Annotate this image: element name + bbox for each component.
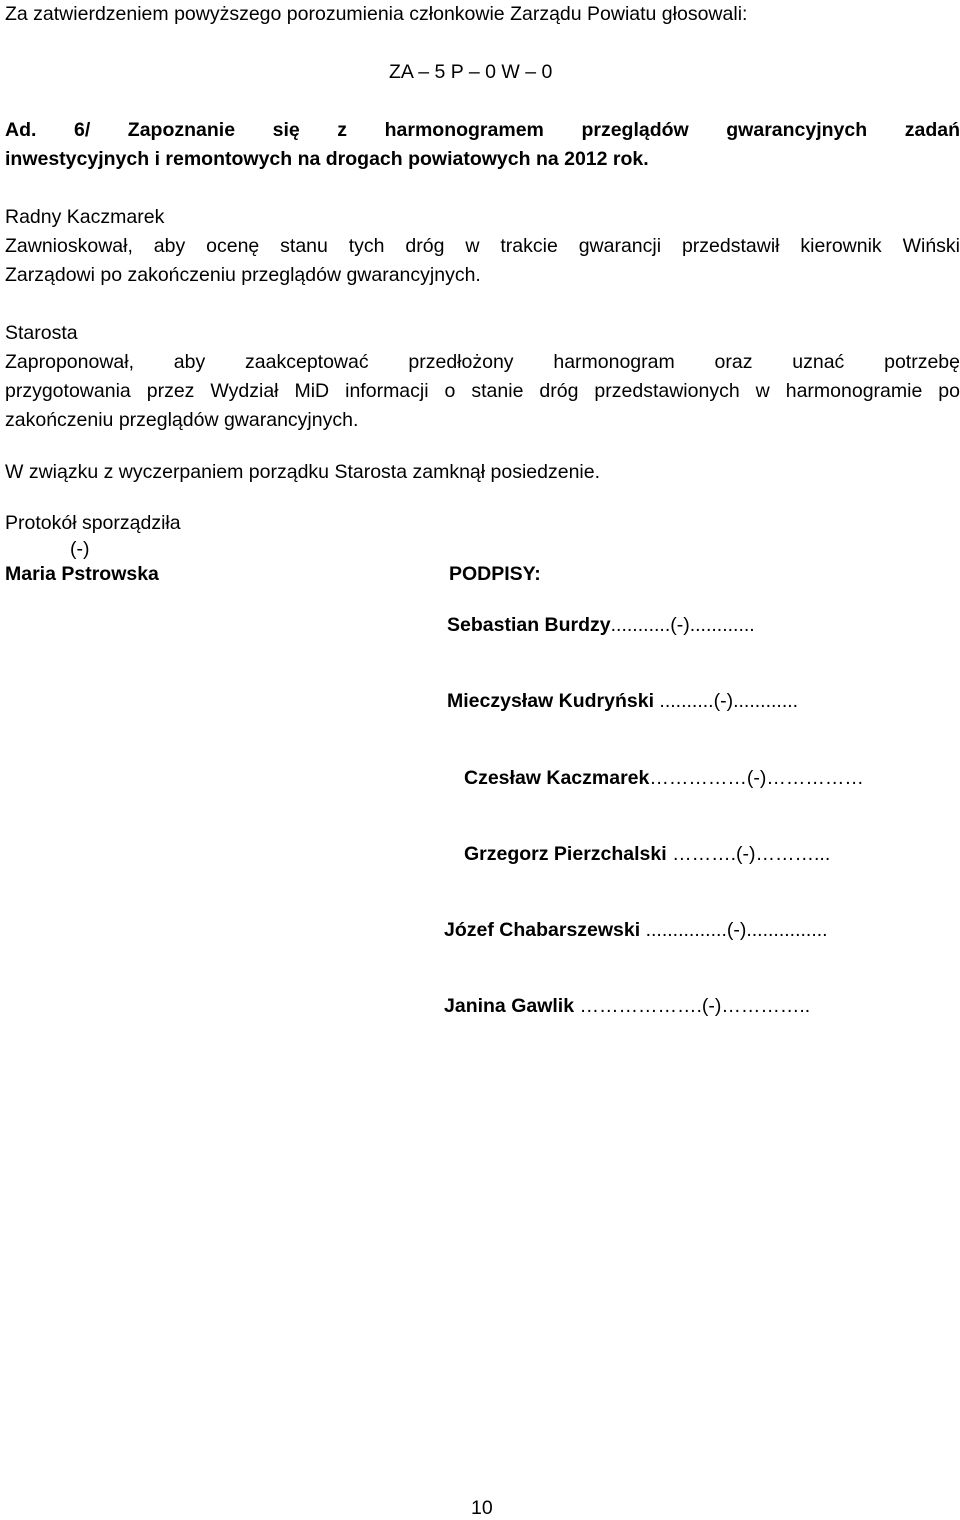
signatures-heading: PODPISY: bbox=[449, 563, 541, 585]
speaker-name-radny-kaczmarek: Radny Kaczmarek bbox=[5, 206, 165, 228]
closing-statement: W związku z wyczerpaniem porządku Starosta zamknął posiedzenie. bbox=[5, 461, 601, 483]
signature-mark: ……….(-)………... bbox=[666, 843, 831, 865]
signature-mark: ..........(-)............ bbox=[654, 690, 799, 712]
signature-line bbox=[464, 767, 864, 790]
vote-intro: Za zatwierdzeniem powyższego porozumienia członkowie Zarządu Powiatu głosowali: bbox=[5, 3, 748, 25]
page-number: 10 bbox=[471, 1497, 493, 1519]
signatory-name: Janina Gawlik bbox=[444, 995, 575, 1017]
signatory-name: Józef Chabarszewski bbox=[444, 919, 641, 941]
speaker2-statement-line1-wrap bbox=[5, 351, 960, 374]
vote-result: ZA – 5 P – 0 W – 0 bbox=[389, 61, 553, 83]
signature-mark: ...........(-)............ bbox=[610, 614, 755, 636]
protocol-signature-mark: (-) bbox=[70, 538, 90, 560]
signature-mark: ……………….(-)………….. bbox=[574, 995, 811, 1017]
agenda-item-6-line1: Ad. 6/ Zapoznanie się z harmonogramem przeglądów gwarancyjnych zadań bbox=[5, 119, 960, 141]
signature-line bbox=[447, 614, 755, 637]
agenda-item-6-line2: inwestycyjnych i remontowych na drogach powiatowych na 2012 rok. bbox=[5, 148, 649, 170]
signatory-name: Czesław Kaczmarek bbox=[464, 767, 650, 789]
signatory-name: Mieczysław Kudryński bbox=[447, 690, 654, 712]
speaker-name-starosta: Starosta bbox=[5, 322, 78, 344]
signature-line bbox=[447, 690, 798, 713]
signatory-name: Grzegorz Pierzchalski bbox=[464, 843, 667, 865]
agenda-item-6 bbox=[5, 119, 960, 142]
speaker2-line2: przygotowania przez Wydział MiD informacji o stanie dróg przedstawionych w harmonogramie po bbox=[5, 380, 960, 402]
signatory-name: Sebastian Burdzy bbox=[447, 614, 611, 636]
signature-line bbox=[464, 843, 830, 866]
signature-line bbox=[444, 919, 828, 942]
signature-line bbox=[444, 995, 810, 1018]
protocol-author: Maria Pstrowska bbox=[5, 563, 159, 585]
speaker1-statement bbox=[5, 235, 960, 258]
speaker2-line1: Zaproponował, aby zaakceptować przedłożony harmonogram oraz uznać potrzebę bbox=[5, 351, 960, 373]
speaker1-line2: Zarządowi po zakończeniu przeglądów gwarancyjnych. bbox=[5, 264, 481, 286]
signature-mark: ...............(-)............... bbox=[640, 919, 828, 941]
speaker1-line1: Zawnioskował, aby ocenę stanu tych dróg w trakcie gwarancji przedstawił kierownik Wiński bbox=[5, 235, 960, 257]
speaker2-line3: zakończeniu przeglądów gwarancyjnych. bbox=[5, 409, 359, 431]
protocol-label: Protokół sporządziła bbox=[5, 512, 181, 534]
speaker2-statement-line2-wrap bbox=[5, 380, 960, 403]
signature-mark: ……………(-)…………… bbox=[649, 767, 864, 789]
